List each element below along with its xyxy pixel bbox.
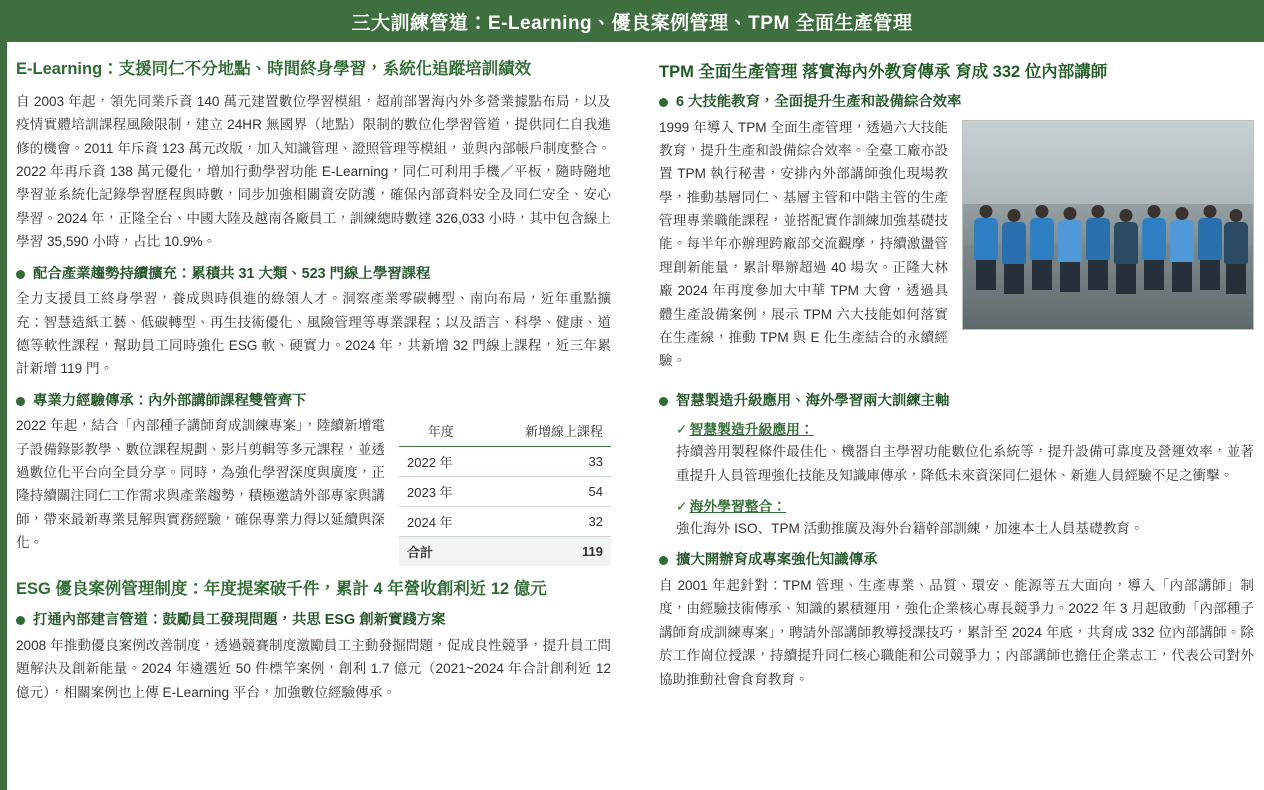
tpm-training-photo — [962, 120, 1254, 330]
sub-body-overseas-learning: 強化海外 ISO、TPM 活動推廣及海外台籍幹部訓練，加速本土人員基礎教育。 — [676, 521, 1144, 537]
photo-and-text-wrap — [659, 116, 1254, 381]
photo-person — [1141, 205, 1167, 291]
bullet-body-elearning-1: 全力支援員工終身學習，養成與時俱進的綠領人才。洞察產業零碳轉型、南向布局，近年重點擴充：智慧造紙工藝、低碳轉型、再生技術優化、風險管理等專業課程；以及語言、科學、健康、道德等軟性課程，幫助員工同時強化 ESG 軟、硬實力。2024 年，共新增 32 門線上課程，近三年累計新增 119 門。 — [16, 291, 611, 377]
photo-person — [1113, 209, 1139, 295]
table-header-row — [399, 416, 611, 447]
cell-total-label: 合計 — [399, 537, 483, 567]
cell-count: 54 — [483, 477, 611, 507]
cell-count: 32 — [483, 507, 611, 537]
table-total-row — [399, 537, 611, 567]
bullet-tpm-1 — [659, 92, 1254, 114]
photo-wall — [963, 121, 1253, 208]
bullet-dot-icon — [659, 397, 668, 406]
check-icon: ✓ — [676, 499, 688, 515]
photo-person — [1057, 207, 1083, 293]
bullet-tpm-3 — [659, 550, 1254, 572]
bullet-dot-icon — [16, 616, 25, 625]
table-header-year: 年度 — [399, 416, 483, 447]
right-column — [659, 52, 1254, 782]
bullet-body-tpm-3: 自 2001 年起針對：TPM 管理、生產專業、品質、環安、能源等五大面向，導入「內部講師」制度，由經驗技術傳承、知識的累積運用，強化企業核心專長競爭力。2022 年 3 月起啟動「內部種子講師育成訓練專案」，聘請外部講師教導授課技巧，累計至 2024 年底，共育成 332 位內部講師。除於工作崗位授課，持續提升同仁核心職能和公司競爭力；內部講師也擔任企業志工，代表公司對外協助推動社會食育教育。 — [659, 578, 1254, 687]
bullet-dot-icon — [16, 270, 25, 279]
bullet-heading: 6 大技能教育，全面提升生產和設備綜合效率 — [676, 94, 962, 110]
bullet-elearning-1 — [16, 264, 611, 286]
header-band — [0, 0, 1264, 42]
sub-heading-label: 智慧製造升級應用： — [689, 422, 814, 438]
sub-heading-overseas-learning — [676, 495, 1254, 515]
left-column — [16, 52, 611, 782]
section-title-esg: ESG 優良案例管理制度：年度提案破千件，累計 4 年營收創利近 12 億元 — [16, 580, 547, 599]
table-row — [399, 477, 611, 507]
bullet-heading: 專業力經驗傳承：內外部講師課程雙管齊下 — [33, 392, 307, 409]
bullet-dot-icon — [659, 556, 668, 565]
photo-person — [1197, 205, 1223, 291]
bullet-dot-icon — [16, 397, 25, 406]
course-count-table — [399, 416, 611, 566]
table-header-new-courses: 新增線上課程 — [483, 416, 611, 447]
photo-person — [1001, 209, 1027, 295]
sub-heading-label: 海外學習整合： — [689, 499, 787, 515]
photo-person — [1085, 205, 1111, 291]
elearning-paragraph: 自 2003 年起，領先同業斥資 140 萬元建置數位學習模組，超前部署海內外多營業據點布局，以及疫情實體培訓課程風險限制，建立 24HR 無國界（地點）限制的數位化學習管道，提供同仁自我進修的機會。2011 年斥資 123 萬元改版，加入知識管理、證照管理等模組，並與內部帳戶制度整合。2022 年再斥資 138 萬元優化，增加行動學習功能 E-Learning，同仁可利用手機／平板，隨時隨地學習並系統化記錄學習歷程與時數，同步加強相關資安防護，確保內部資料安全及同仁安全、安心學習。2024 年，正隆全台、中國大陸及越南各廠員工，訓練總時數達 326,033 小時，其中包含線上學習 35,590 小時，占比 10.9%。 — [16, 93, 611, 250]
tpm-subitems — [676, 418, 1254, 540]
section-title-tpm: TPM 全面生產管理 落實海內外教育傳承 育成 332 位內部講師 — [659, 63, 1108, 81]
photo-person — [973, 205, 999, 291]
bullet-heading: 智慧製造升級應用、海外學習兩大訓練主軸 — [676, 392, 950, 409]
bullet-body-elearning-2: 2022 年起，結合「內部種子講師育成訓練專案」，陸續新增電子設備錄影教學、數位課程規劃、影片剪輯等多元課程，並透過數位化平台向全員分享。同時，為強化學習深度與廣度，正隆持續關注同仁工作需求與產業趨勢，積極邀請外部專家與講師，帶來最新專業見解與實務經驗，確保專業力得以延續與深化。 — [16, 418, 385, 551]
bullet-dot-icon — [659, 98, 668, 107]
photo-person — [1169, 207, 1195, 293]
bullet-esg-1 — [16, 610, 611, 632]
section-title-elearning: E-Learning：支援同仁不分地點、時間終身學習，系統化追蹤培訓績效 — [16, 60, 532, 78]
table-row — [399, 507, 611, 537]
cell-year: 2024 年 — [399, 507, 483, 537]
cell-year: 2022 年 — [399, 447, 483, 477]
cell-total-count: 119 — [483, 537, 611, 567]
bullet-heading: 擴大開辦育成專案強化知識傳承 — [676, 552, 878, 569]
sub-heading-smart-manufacturing — [676, 418, 1254, 438]
cell-count: 33 — [483, 447, 611, 477]
page-title: 三大訓練管道：E-Learning、優良案例管理、TPM 全面生產管理 — [351, 12, 913, 34]
bullet-tpm-2 — [659, 391, 1254, 413]
table-and-text-wrap — [16, 414, 611, 572]
left-accent-bar — [0, 42, 7, 790]
photo-person — [1029, 205, 1055, 291]
table-row — [399, 447, 611, 477]
bullet-body-esg-1: 2008 年推動優良案例改善制度，透過競賽制度激勵員工主動發掘問題，促成良性競爭，提升員工問題解決及創新能量。2024 年遴選近 50 件標竿案例，創利 1.7 億元（2021~2024 年合計創利近 12 億元），相關案例也上傳 E-Learning 平台，加強數位經驗傳承。 — [16, 637, 611, 700]
bullet-heading: 打通內部建言管道：鼓勵員工發現問題，共思 ESG 創新實踐方案 — [33, 612, 446, 629]
bullet-elearning-2 — [16, 391, 611, 413]
content-columns — [16, 52, 1254, 782]
check-icon: ✓ — [676, 422, 688, 438]
sub-body-smart-manufacturing: 持續善用製程條件最佳化、機器自主學習功能數位化系統等，提升設備可靠度及營運效率，並著重提升人員管理強化技能及知識庫傳承，降低未來資深同仁退休、新進人員經驗不足之衝擊。 — [676, 444, 1254, 483]
bullet-heading: 配合產業趨勢持續擴充：累積共 31 大類、523 門線上學習課程 — [33, 265, 431, 282]
cell-year: 2023 年 — [399, 477, 483, 507]
photo-person — [1223, 209, 1249, 295]
bullet-body-tpm-1: 1999 年導入 TPM 全面生產管理，透過六大技能教育，提升生產和設備綜合效率。全臺工廠亦設置 TPM 執行秘書，安排內外部講師強化現場教學，推動基層同仁、基層主管和中階主管的生產管理專業職能課程，並搭配實作訓練加強基礎技能。每半年亦辦理跨廠部交流觀摩，持續激盪管理創新能量，累計舉辦超過 40 場次。正隆大林廠 2024 年再度參加大中華 TPM 大會，透過具體生產設備案例，展示 TPM 六大技能如何落實在生產線，推動 TPM 與 E 化生產結合的永續經驗。 — [659, 119, 948, 369]
